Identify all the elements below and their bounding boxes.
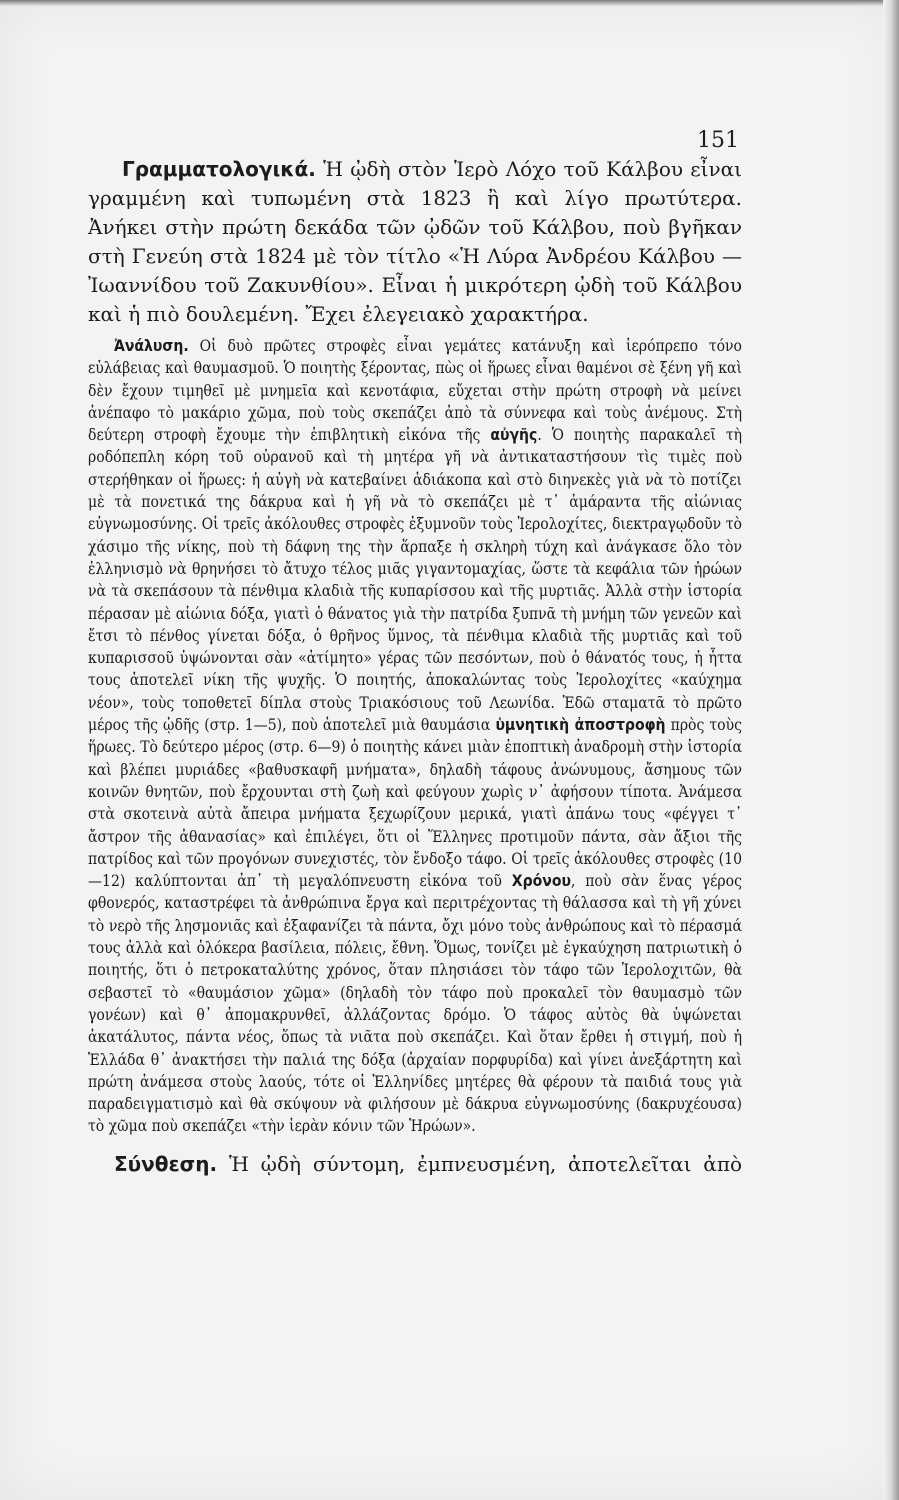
analysis-paragraph [88, 335, 742, 1138]
page-right-edge [883, 0, 899, 1500]
grammatology-heading: Γραμματολογικά. [122, 157, 316, 181]
analysis-emphasis-hymnic: ὑμνητικὴ ἀποστροφὴ [495, 716, 666, 735]
analysis-text-part3: πρὸς τοὺς ἥρωες. Τὸ δεύτερο μέρος (στρ. 6—9) ὁ ποιητὴς κάνει μιὰν ἐποπτικὴ ἀναδρομὴ στὴν ἱστορία καὶ βλέπει μυριάδες «βαθυσκαφῆ μνήματα», δηλαδὴ τάφους ἀνώνυμους, ἄσημους τῶν κοινῶν θνητῶν, ποὺ ἔρχουνται στὴ ζωὴ καὶ φεύγουν χωρὶς ν᾽ ἀφήσουν τίποτα. Ἀνάμεσα στὰ σκοτεινὰ αὐτὰ ἄπειρα μνήματα ξεχωρίζουν μερικά, γιατὶ ἀπάνω τους «φέγγει τ᾽ ἄστρον τῆς ἀθανασίας» καὶ ἐπιλέγει, ὅτι οἱ Ἕλληνες προτιμοῦν πάντα, σὰν ἄξιοι τῆς πατρίδος καὶ τῶν προγόνων συνεχιστές, τὸν ἔνδοξο τάφο. Οἱ τρεῖς ἀκόλουθες στροφὲς (10—12) καλύπτονται ἀπ᾽ τὴ μεγαλόπνευστη εἰκόνα τοῦ [88, 716, 742, 891]
analysis-emphasis-time: Χρόνου [511, 872, 571, 891]
synthesis-text: Ἡ ᾠδὴ σύντομη, ἐμπνευσμένη, ἀποτελεῖται ἀπὸ [228, 1151, 743, 1176]
analysis-heading: Ἀνάλυση. [114, 337, 189, 355]
analysis-text-part2: . Ὁ ποιητὴς παρακαλεῖ τὴ ροδόπεπλη κόρη τοῦ οὐρανοῦ καὶ τὴ μητέρα γῆ νὰ ἀντικαταστήσουν τὶς τιμὲς ποὺ στερήθηκαν οἱ ἥρωες: ἡ αὐγὴ νὰ κατεβαίνει ἀδιάκοπα καὶ στὸ διηνεκὲς γιὰ νὰ τὸ ποτίζει μὲ τὰ πονετικά της δάκρυα καὶ ἡ γῆ νὰ τὸ σκεπάζει μὲ τ᾽ ἀμάραντα τῆς αἰώνιας εὐγνωμοσύνης. Οἱ τρεῖς ἀκόλουθες στροφὲς ἐξυμνοῦν τοὺς Ἱερολοχίτες, διεκτραγῳδοῦν τὸ χάσιμο τῆς νίκης, ποὺ τὴ δάφνη της τὴν ἅρπαξε ἡ σκληρὴ τύχη καὶ ἀνάγκασε ὅλο τὸν ἑλληνισμὸ νὰ θρηνήσει τὸ ἄτυχο τέλος μιᾶς γιγαντομαχίας, ὥστε τὰ κεφάλια τῶν ἡρώων νὰ τὰ σκεπάσουν τὰ πένθιμα κλαδιὰ τῆς κυπαρίσσου καὶ τῆς μυρτιᾶς. Ἀλλὰ στὴν ἱστορία πέρασαν μὲ αἰώνια δόξα, γιατὶ ὁ θάνατος γιὰ τὴν πατρίδα ξυπνᾶ τὴ μνήμη τῶν γενεῶν καὶ ἔτσι τὸ πένθος γίνεται δόξα, ὁ θρῆνος ὕμνος, τὰ πένθιμα κλαδιὰ τῆς μυρτιᾶς καὶ τοῦ κυπαρισσοῦ ὑψώνονται σὰν «ἀτίμητο» γέρας τῶν πεσόντων, ποὺ ὁ θάνατός τους, ἡ ἧττα τους ἀποτελεῖ νίκη τῆς ψυχῆς. Ὁ ποιητής, ἀποκαλώντας τοὺς Ἱερολοχίτες «καύχημα νέον», τοὺς τοποθετεῖ δίπλα στοὺς Τριακόσιους τοῦ Λεωνίδα. Ἐδῶ σταματᾶ τὸ πρῶτο μέρος τῆς ᾠδῆς (στρ. 1—5), ποὺ ἀποτελεῖ μιὰ θαυμάσια [88, 426, 742, 735]
analysis-emphasis-dawn: αὐγῆς [490, 426, 538, 445]
synthesis-paragraph [88, 1150, 742, 1179]
page-number: 151 [697, 128, 739, 153]
grammatology-text: Ἡ ᾠδὴ στὸν Ἱερὸ Λόχο τοῦ Κάλβου εἶναι γραμμένη καὶ τυπωμένη στὰ 1823 ἢ καὶ λίγο πρωτύτερα. Ἀνήκει στὴν πρώτη δεκάδα τῶν ᾠδῶν τοῦ Κάλβου, ποὺ βγῆκαν στὴ Γενεύη στὰ 1824 μὲ τὸν τίτλο «Ἡ Λύρα Ἀνδρέου Κάλβου —Ἰωαννίδου τοῦ Ζακυνθίου». Εἶναι ἡ μικρότερη ᾠδὴ τοῦ Κάλβου καὶ ἡ πιὸ δουλεμένη. Ἔχει ἐλεγειακὸ χαρακτήρα. [88, 157, 743, 326]
page-top-edge [0, 0, 899, 7]
analysis-text-part4: , ποὺ σὰν ἕνας γέρος φθονερός, καταστρέφει τὰ ἀνθρώπινα ἔργα καὶ περιτρέχοντας τὴ θάλασσα καὶ τὴ γῆ χύνει τὸ νερὸ τῆς λησμονιᾶς καὶ ἐξαφανίζει τὰ πάντα, ὄχι μόνο τοὺς ἀνθρώπους καὶ τὸ πέρασμά τους ἀλλὰ καὶ ὁλόκερα βασίλεια, πόλεις, ἔθνη. Ὅμως, τονίζει μὲ ἐγκαύχηση πατριωτικὴ ὁ ποιητής, ὅτι ὁ πετροκαταλύτης χρόνος, ὅταν πλησιάσει τὸν τάφο τῶν Ἱερολοχιτῶν, θὰ σεβαστεῖ τὸ «θαυμάσιον χῶμα» (δηλαδὴ τὸν τάφο ποὺ προκαλεῖ τὸν θαυμασμὸ τῶν γονέων) καὶ θ᾽ ἀπομακρυνθεῖ, ἀλλάζοντας δρόμο. Ὁ τάφος αὐτὸς θὰ ὑψώνεται ἀκατάλυτος, πάντα νέος, ὅπως τὰ νιᾶτα ποὺ σκεπάζει. Καὶ ὅταν ἔρθει ἡ στιγμή, ποὺ ἡ Ἑλλάδα θ᾽ ἀνακτήσει τὴν παλιά της δόξα (ἀρχαίαν πορφυρίδα) καὶ γίνει ἀνεξάρτητη καὶ πρώτη ἀνάμεσα στοὺς λαούς, τότε οἱ Ἑλληνίδες μητέρες θὰ φέρουν τὰ παιδιά τους γιὰ παραδειγματισμὸ καὶ θὰ σκύψουν νὰ φιλήσουν μὲ δάκρυα εὐγνωμοσύνης (δακρυχέουσα) τὸ χῶμα ποὺ σκεπάζει «τὴν ἱερὰν κόνιν τῶν Ἡρώων». [88, 872, 742, 1136]
text-body [88, 155, 742, 1179]
grammatology-paragraph [88, 155, 742, 329]
analysis-text-part1: Οἱ δυὸ πρῶτες στροφὲς εἶναι γεμάτες κατάνυξη καὶ ἱερόπρεπο τόνο εὐλάβειας καὶ θαυμασμοῦ. Ὁ ποιητὴς ξέροντας, πὼς οἱ ἥρωες εἶναι θαμένοι σὲ ξένη γῆ καὶ δὲν ἔχουν τιμηθεῖ μὲ μνημεῖα καὶ κενοτάφια, εὔχεται στὴν πρώτη στροφὴ νὰ μείνει ἀνέπαφο τὸ μακάριο χῶμα, ποὺ τοὺς σκεπάζει ἀπὸ τὰ σύννεφα καὶ τοὺς ἀνέμους. Στὴ δεύτερη στροφὴ ἔχουμε τὴν ἐπιβλητικὴ εἰκόνα τῆς [88, 337, 742, 445]
synthesis-heading: Σύνθεση. [114, 1151, 218, 1176]
